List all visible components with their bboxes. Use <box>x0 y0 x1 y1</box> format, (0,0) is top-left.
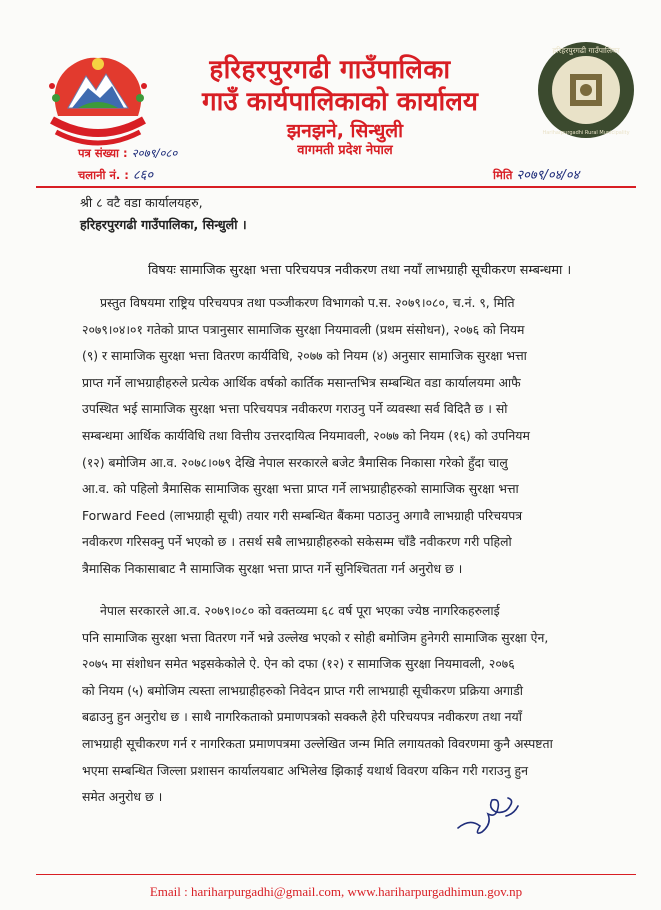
signature-icon <box>452 778 532 848</box>
para2-line: को नियम (५) बमोजिम त्यस्ता लाभग्राहीहरुको निवेदन प्राप्त गरी लाभग्राही सूचीकरण प्रक्रिया अगाडी <box>82 682 523 698</box>
header-divider <box>36 186 636 188</box>
para1-line: प्रस्तुत विषयमा राष्ट्रिय परिचयपत्र तथा पञ्जीकरण विभागको प.स. २०७९।०८०, च.नं. ९, मिति <box>100 295 515 310</box>
nepal-emblem-icon <box>38 46 158 158</box>
miti-date <box>493 165 579 183</box>
recipient-line1: श्री ८ वटै वडा कार्यालयहरु, <box>80 195 203 210</box>
recipient-line2: हरिहरपुरगढी गाउँपालिका, सिन्धुली । <box>80 217 247 232</box>
para1-line: (९) र सामाजिक सुरक्षा भत्ता वितरण कार्यविधि, २०७७ को नियम (४) अनुसार सामाजिक सुरक्षा भत्ता <box>82 348 527 364</box>
chalani-number <box>78 165 153 183</box>
para2-line: २०७५ मा संशोधन समेत भइसकेकोले ऐ. ऐन को दफा (१२) र सामाजिक सुरक्षा नियमावली, २०७६ <box>82 656 515 672</box>
para1-line: उपस्थित भई सामाजिक सुरक्षा भत्ता परिचयपत्र नवीकरण गराउनु पर्ने व्यवस्था सर्व विदितै छ । सो <box>82 401 508 417</box>
patra-sankhya <box>78 146 177 161</box>
footer-contact: Email : hariharpurgadhi@gmail.com, www.hariharpurgadhimun.gov.np <box>149 884 523 899</box>
para2-line: बढाउनु हुन अनुरोध छ । साथै नागरिकताको प्रमाणपत्रको सक्कलै हेरी परिचयपत्र नवीकरण तथा नयाँ <box>82 709 522 725</box>
patra-value: २०७९/०८० <box>131 146 178 160</box>
chalani-value: ८६० <box>132 168 154 183</box>
municipality-seal-icon <box>536 40 636 140</box>
para2-line: नेपाल सरकारले आ.व. २०७९।०८० को वक्तव्यमा ६८ वर्ष पूरा भएका ज्येष्ठ नागरिकहरुलाई <box>100 603 500 618</box>
province-name: वागमती प्रदेश नेपाल <box>297 143 393 158</box>
para1-line: प्राप्त गर्ने लाभग्राहीहरुले प्रत्येक आर्थिक वर्षको कार्तिक मसान्तभित्र सम्बन्धित वडा कार्यालयमा आफै <box>82 374 521 390</box>
para1-line: त्रैमासिक निकासाबाट नै सामाजिक सुरक्षा भत्ता प्राप्त गर्ने सुनिश्चितता गर्न अनुरोध छ । <box>82 560 463 576</box>
body-paragraph-1 <box>82 290 602 583</box>
miti-label: मिति <box>493 168 513 182</box>
chalani-label: चलानी नं. : <box>78 168 129 182</box>
para1-line: आ.व. को पहिलो त्रैमासिक सामाजिक सुरक्षा भत्ता प्राप्त गर्ने लाभग्राहीहरुको सामाजिक सुरक्षा भत्ता <box>82 481 519 497</box>
municipality-name: हरिहरपुरगढी गाउँपालिका <box>209 55 451 85</box>
para1-line: (१२) बमोजिम आ.व. २०७८।०७९ देखि नेपाल सरकारले बजेट त्रैमासिक निकासा गरेको हुँदा चालु <box>82 454 508 470</box>
seal-lettering-bottom: Hariharpurgadhi Rural Municipality <box>542 130 630 136</box>
office-name: गाउँ कार्यपालिकाको कार्यालय <box>202 87 478 117</box>
office-location: झनझने, सिन्धुली <box>286 120 404 142</box>
patra-label: पत्र संख्या : <box>78 146 128 160</box>
para2-line: समेत अनुरोध छ । <box>82 789 163 805</box>
para2-line: भएमा सम्बन्धित जिल्ला प्रशासन कार्यालयबाट अभिलेख झिकाई यथार्थ विवरण यकिन गरी गराउनु हुन <box>82 762 528 778</box>
para1-line: २०७९।०४।०१ गतेको प्राप्त पत्रानुसार सामाजिक सुरक्षा नियमावली (प्रथम संसोधन), २०७६ को नियम <box>82 321 525 337</box>
subject-line: विषयः सामाजिक सुरक्षा भत्ता परिचयपत्र नवीकरण तथा नयाँ लाभग्राही सूचीकरण सम्बन्धमा । <box>148 263 572 278</box>
footer-divider <box>36 874 636 875</box>
seal-lettering: हरिहरपुरगढी गाउँपालिका <box>552 46 620 55</box>
para2-line: पनि सामाजिक सुरक्षा भत्ता वितरण गर्ने भन्ने उल्लेख भएको र सोही बमोजिम हुनेगरी सामाजिक सुरक्षा ऐन, <box>82 629 549 645</box>
miti-value: २०७९/०४/०४ <box>516 168 580 183</box>
para1-line: Forward Feed (लाभग्राही सूची) तयार गरी सम्बन्धित बैंकमा पठाउनु अगावै लाभग्राही परिचयपत्र <box>82 507 523 523</box>
para1-line: सम्बन्धमा आर्थिक कार्यविधि तथा वित्तीय उत्तरदायित्व नियमावली, २०७७ को नियम (१६) को उपनियम <box>82 427 530 443</box>
para1-line: नवीकरण गरिसक्नु पर्ने भएको छ । तसर्थ सबै लाभग्राहीहरुको सकेसम्म चाँडै नवीकरण गरी पहिलो <box>82 534 512 550</box>
para2-line: लाभग्राही सूचीकरण गर्न र नागरिकता प्रमाणपत्रमा उल्लेखित जन्म मिति लगायतको विवरणमा कुनै अस्पष्टता <box>82 735 553 751</box>
